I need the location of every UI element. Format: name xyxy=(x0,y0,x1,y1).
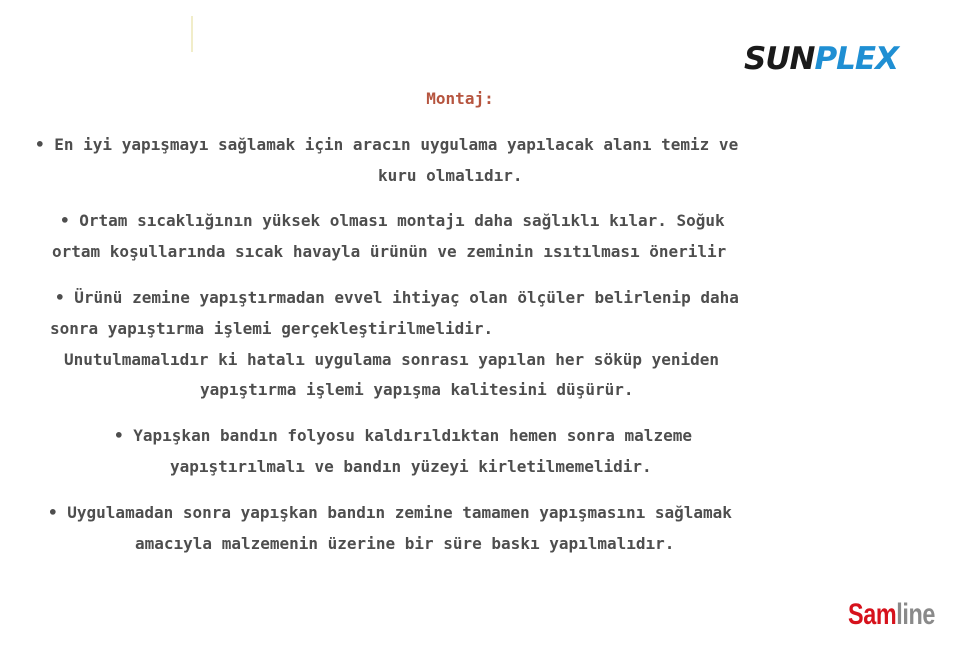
section-heading: Montaj: xyxy=(426,89,494,108)
instruction-line: Unutulmamalıdır ki hatalı uygulama sonrası yapılan her söküp yeniden xyxy=(64,350,720,369)
samline-logo-part1: Sam xyxy=(848,598,897,631)
instruction-line: yapıştırma işlemi yapışma kalitesini düşürür. xyxy=(200,380,634,399)
scan-artifact xyxy=(191,16,193,52)
instruction-line: • Ortam sıcaklığının yüksek olması montajı daha sağlıklı kılar. Soğuk xyxy=(60,211,725,230)
instruction-line: ortam koşullarında sıcak havayla ürünün ve zeminin ısıtılması önerilir xyxy=(52,242,727,261)
instruction-line: kuru olmalıdır. xyxy=(378,166,523,185)
instruction-line: • Yapışkan bandın folyosu kaldırıldıktan hemen sonra malzeme xyxy=(114,426,692,445)
instruction-line: amacıyla malzemenin üzerine bir süre baskı yapılmalıdır. xyxy=(135,534,675,553)
samline-logo-part2: line xyxy=(896,598,936,631)
instruction-line: • Uygulamadan sonra yapışkan bandın zemine tamamen yapışmasını sağlamak xyxy=(48,503,732,522)
instruction-line: yapıştırılmalı ve bandın yüzeyi kirletilmemelidir. xyxy=(170,457,652,476)
sunplex-logo-part1: SUN xyxy=(744,41,815,77)
sunplex-logo xyxy=(744,41,899,77)
instruction-line: sonra yapıştırma işlemi gerçekleştirilmelidir. xyxy=(50,319,494,338)
samline-logo xyxy=(848,600,935,630)
instruction-line: • Ürünü zemine yapıştırmadan evvel ihtiyaç olan ölçüler belirlenip daha xyxy=(55,288,739,307)
sunplex-logo-part2: PLEX xyxy=(814,41,899,77)
instruction-line: • En iyi yapışmayı sağlamak için aracın uygulama yapılacak alanı temiz ve xyxy=(35,135,739,154)
